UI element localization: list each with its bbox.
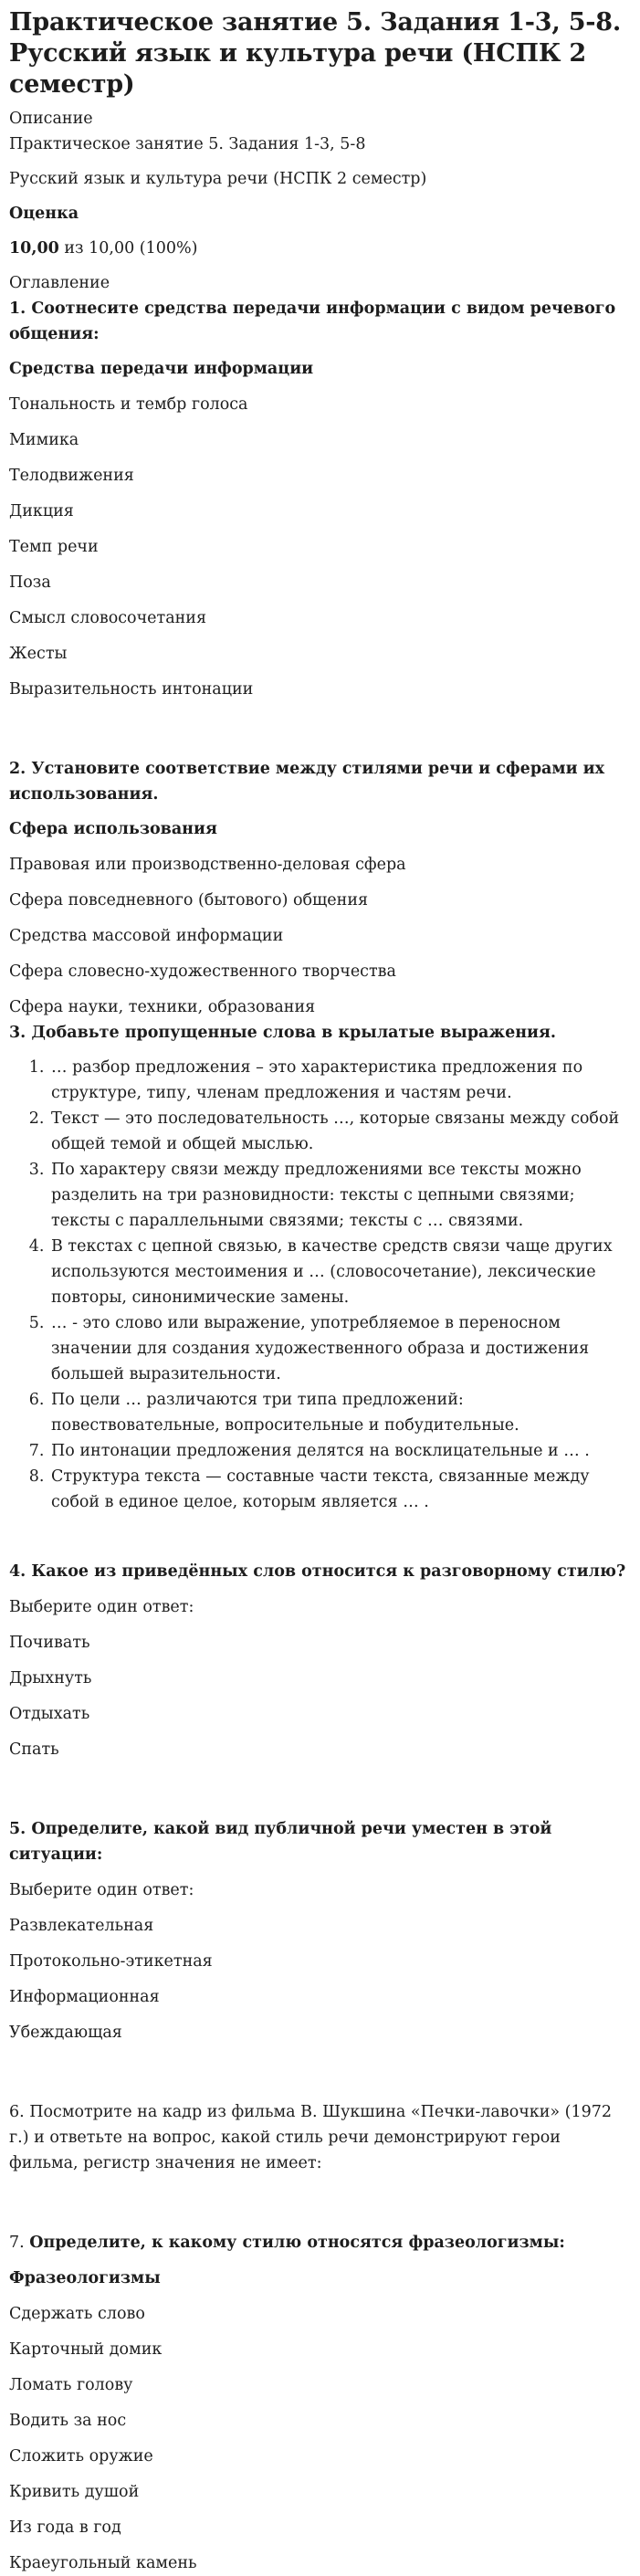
answer-option: Почивать bbox=[9, 1634, 90, 1652]
list-item: Выразительность интонации bbox=[9, 680, 254, 699]
section-gap bbox=[9, 2056, 631, 2099]
q5-prompt: Выберите один ответ: bbox=[9, 1881, 194, 1899]
list-item: Сфера повседневного (бытового) общения bbox=[9, 891, 369, 909]
list-item: 5. … - это слово или выражение, употребляемое в переносном значении для создания художественного образа и достижения большей выразительности. bbox=[49, 1310, 631, 1387]
answer-option: Развлекательная bbox=[9, 1917, 154, 1935]
section-gap bbox=[9, 1515, 631, 1559]
q7-title-text: Определите, к какому стилю относятся фразеологизмы: bbox=[29, 2234, 565, 2252]
q2-subheading: Сфера использования bbox=[9, 820, 217, 838]
q3-list bbox=[9, 1055, 631, 1515]
q1-subheading: Средства передачи информации bbox=[9, 360, 314, 378]
page-title: Практическое занятие 5. Задания 1-3, 5-8. Русский язык и культура речи (НСПК 2 семестр) bbox=[9, 8, 622, 99]
list-item: 7. По интонации предложения делятся на восклицательные и … . bbox=[49, 1438, 631, 1464]
q4-title: 4. Какое из приведённых слов относится к разговорному стилю? bbox=[9, 1562, 626, 1581]
list-item: Дикция bbox=[9, 502, 74, 520]
section-gap bbox=[9, 2186, 631, 2230]
q4-prompt: Выберите один ответ: bbox=[9, 1598, 194, 1616]
list-item: Смысл словосочетания bbox=[9, 609, 206, 627]
answer-option: Убеждающая bbox=[9, 2024, 122, 2042]
description-line-1: Практическое занятие 5. Задания 1-3, 5-8 bbox=[9, 135, 366, 153]
answer-option: Отдыхать bbox=[9, 1705, 90, 1723]
list-item: Тональность и тембр голоса bbox=[9, 395, 248, 414]
q5-title: 5. Определите, какой вид публичной речи уместен в этой ситуации: bbox=[9, 1820, 552, 1864]
list-item: Сложить оружие bbox=[9, 2447, 153, 2466]
list-item: Карточный домик bbox=[9, 2340, 163, 2359]
grade-score: 10,00 bbox=[9, 239, 59, 258]
toc-label: Оглавление bbox=[9, 274, 110, 292]
q7-number: 7. bbox=[9, 2234, 30, 2252]
grade-value bbox=[9, 236, 631, 261]
list-item: Краеугольный камень bbox=[9, 2554, 197, 2572]
list-item: 4. В текстах с цепной связью, в качестве средств связи чаще других используются местоимения и … (словосочетание), лексические повторы, синонимические замены. bbox=[49, 1234, 631, 1310]
list-item: Кривить душой bbox=[9, 2483, 140, 2501]
description-label: Описание bbox=[9, 110, 93, 128]
list-item: Мимика bbox=[9, 431, 79, 449]
grade-rest: из 10,00 (100%) bbox=[58, 239, 198, 258]
list-item: Сдержать слово bbox=[9, 2305, 145, 2323]
q1-title: 1. Соотнесите средства передачи информации с видом речевого общения: bbox=[9, 300, 616, 343]
list-item: 3. По характеру связи между предложениями все тексты можно разделить на три разновидности: тексты с цепными связями; тексты с параллельными связями; тексты с … связями. bbox=[49, 1157, 631, 1234]
list-item: Телодвижения bbox=[9, 467, 134, 485]
answer-option: Спать bbox=[9, 1740, 59, 1759]
list-item: 8. Структура текста — составные части текста, связанные между собой в единое целое, которым является … . bbox=[49, 1464, 631, 1515]
list-item: Из года в год bbox=[9, 2518, 121, 2537]
q6-text: 6. Посмотрите на кадр из фильма В. Шукшина «Печки-лавочки» (1972 г.) и ответьте на вопрос, какой стиль речи демонстрируют герои фильма, регистр значения не имеет: bbox=[9, 2103, 613, 2172]
grade-label: Оценка bbox=[9, 205, 79, 223]
description-line-2: Русский язык и культура речи (НСПК 2 семестр) bbox=[9, 170, 427, 188]
list-item: Водить за нос bbox=[9, 2412, 127, 2430]
answer-option: Протокольно-этикетная bbox=[9, 1952, 213, 1971]
list-item: 2. Текст — это последовательность …, которые связаны между собой общей темой и общей мыслью. bbox=[49, 1106, 631, 1157]
q2-title: 2. Установите соответствие между стилями речи и сферами их использования. bbox=[9, 760, 605, 804]
q3-title: 3. Добавьте пропущенные слова в крылатые выражения. bbox=[9, 1024, 557, 1042]
answer-option: Информационная bbox=[9, 1988, 160, 2006]
list-item: Сфера словесно-художественного творчества bbox=[9, 962, 396, 981]
list-item: Жесты bbox=[9, 645, 68, 663]
list-item: Сфера науки, техники, образования bbox=[9, 998, 316, 1016]
list-item: Ломать голову bbox=[9, 2376, 133, 2394]
list-item: 1. … разбор предложения – это характеристика предложения по структуре, типу, членам предложения и частям речи. bbox=[49, 1055, 631, 1106]
answer-option: Дрыхнуть bbox=[9, 1669, 92, 1688]
list-item: Темп речи bbox=[9, 538, 99, 556]
section-gap bbox=[9, 712, 631, 756]
list-item: Поза bbox=[9, 573, 51, 592]
list-item: 6. По цели … различаются три типа предложений: повествовательные, вопросительные и побудительные. bbox=[49, 1387, 631, 1438]
list-item: Средства массовой информации bbox=[9, 927, 284, 945]
q7-subheading: Фразеологизмы bbox=[9, 2269, 161, 2287]
list-item: Правовая или производственно-деловая сфера bbox=[9, 856, 406, 874]
section-gap bbox=[9, 1772, 631, 1816]
q7-title bbox=[9, 2230, 631, 2255]
